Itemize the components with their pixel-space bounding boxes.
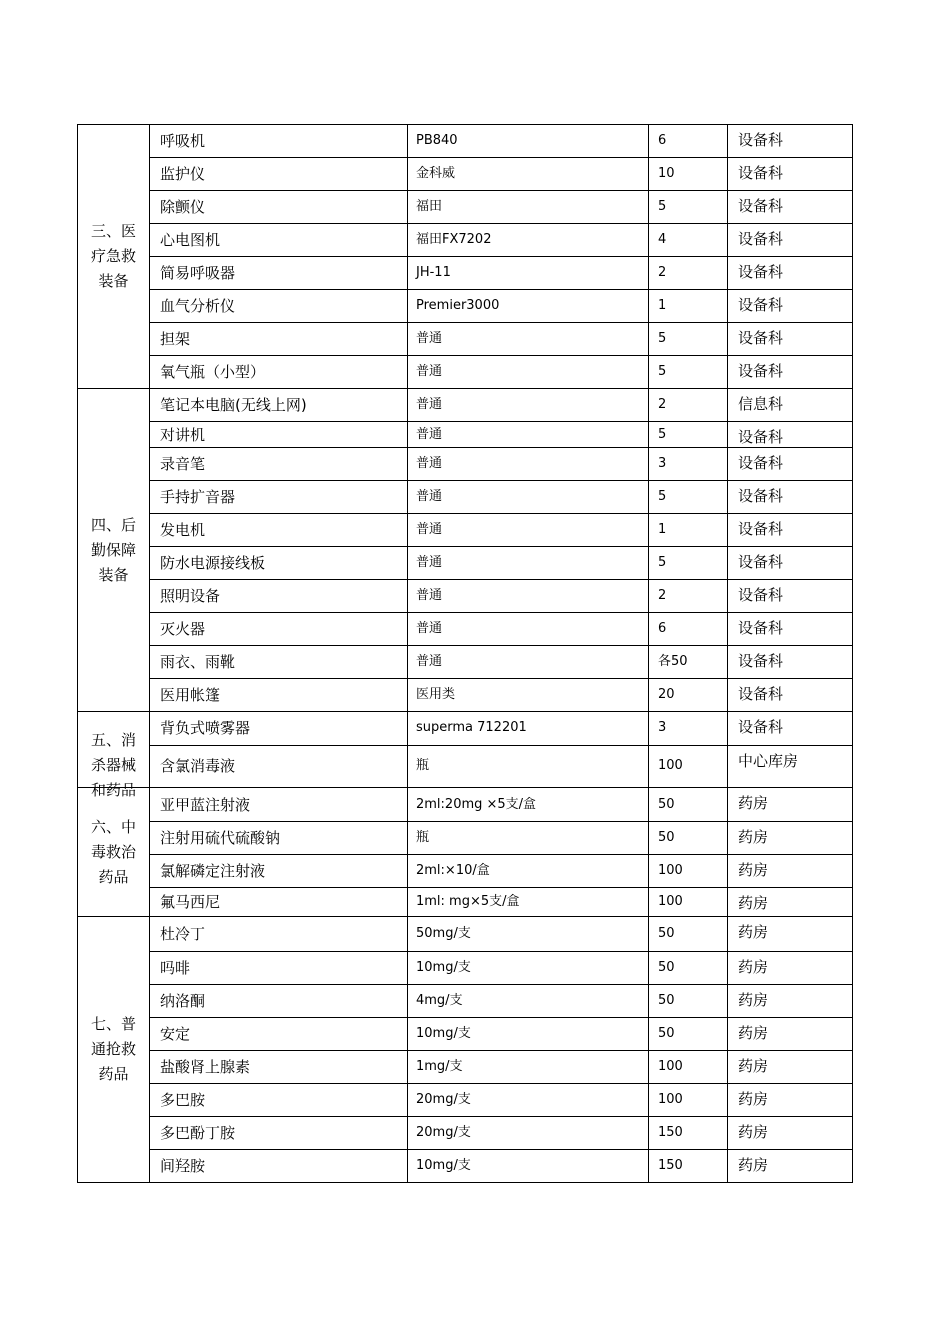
item-name: 呼吸机	[150, 125, 408, 158]
table-row	[78, 323, 853, 356]
item-spec: 普通	[408, 389, 649, 422]
item-department: 设备科	[728, 679, 853, 712]
item-department: 药房	[728, 1051, 853, 1084]
category-label: 三、医疗急救装备	[90, 222, 136, 290]
item-department: 药房	[728, 822, 853, 855]
item-spec: 1ml: mg×5支/盒	[408, 888, 649, 917]
item-name: 安定	[150, 1018, 408, 1051]
item-department: 设备科	[728, 712, 853, 746]
item-spec: 普通	[408, 646, 649, 679]
item-name: 亚甲蓝注射液	[150, 788, 408, 822]
item-quantity: 100	[649, 1084, 728, 1117]
table-row	[78, 952, 853, 985]
item-spec: 1mg/支	[408, 1051, 649, 1084]
table-row	[78, 481, 853, 514]
table-row	[78, 646, 853, 679]
item-quantity: 150	[649, 1150, 728, 1183]
item-department: 设备科	[728, 481, 853, 514]
item-quantity: 2	[649, 580, 728, 613]
item-quantity: 100	[649, 745, 728, 787]
item-spec: 2ml:20mg ×5支/盒	[408, 788, 649, 822]
category-label: 七、普通抢救药品	[90, 1015, 136, 1083]
item-name: 氟马西尼	[150, 888, 408, 917]
item-department: 设备科	[728, 514, 853, 547]
table-row	[78, 448, 853, 481]
item-spec: 金科威	[408, 158, 649, 191]
item-name: 间羟胺	[150, 1150, 408, 1183]
item-quantity: 3	[649, 448, 728, 481]
item-spec: 普通	[408, 422, 649, 448]
item-name: 灭火器	[150, 613, 408, 646]
category-cell	[78, 389, 150, 712]
item-department: 中心库房	[728, 745, 853, 787]
table-row	[78, 580, 853, 613]
category-cell	[78, 917, 150, 1183]
item-spec: 福田FX7202	[408, 224, 649, 257]
item-spec: 50mg/支	[408, 917, 649, 952]
item-name: 含氯消毒液	[150, 745, 408, 787]
item-department: 设备科	[728, 613, 853, 646]
item-spec: 20mg/支	[408, 1117, 649, 1150]
item-department: 信息科	[728, 389, 853, 422]
item-spec: 普通	[408, 514, 649, 547]
table-row	[78, 613, 853, 646]
item-quantity: 2	[649, 389, 728, 422]
item-name: 除颤仪	[150, 191, 408, 224]
item-spec: PB840	[408, 125, 649, 158]
table-row	[78, 389, 853, 422]
item-department: 药房	[728, 1150, 853, 1183]
item-spec: 10mg/支	[408, 1150, 649, 1183]
item-spec: Premier3000	[408, 290, 649, 323]
table-row	[78, 1117, 853, 1150]
item-quantity: 各50	[649, 646, 728, 679]
item-department: 设备科	[728, 448, 853, 481]
table-row	[78, 158, 853, 191]
item-name: 多巴酚丁胺	[150, 1117, 408, 1150]
category-label: 四、后勤保障装备	[90, 515, 136, 584]
item-department: 药房	[728, 788, 853, 822]
table-row	[78, 514, 853, 547]
item-name: 杜冷丁	[150, 917, 408, 952]
item-spec: 瓶	[408, 745, 649, 787]
table-row	[78, 257, 853, 290]
supplies-table	[77, 124, 853, 1183]
item-name: 盐酸肾上腺素	[150, 1051, 408, 1084]
item-spec: 20mg/支	[408, 1084, 649, 1117]
table-row	[78, 712, 853, 746]
item-department: 设备科	[728, 356, 853, 389]
item-spec: superma 712201	[408, 712, 649, 746]
item-quantity: 6	[649, 613, 728, 646]
item-spec: 普通	[408, 547, 649, 580]
item-department: 药房	[728, 952, 853, 985]
item-name: 医用帐篷	[150, 679, 408, 712]
item-quantity: 4	[649, 224, 728, 257]
item-name: 吗啡	[150, 952, 408, 985]
item-department: 设备科	[728, 547, 853, 580]
item-spec: 普通	[408, 481, 649, 514]
item-spec: 2ml:×10/盒	[408, 855, 649, 888]
table-row	[78, 822, 853, 855]
category-label: 五、消杀器械和药品	[90, 731, 136, 799]
category-label: 六、中毒救治药品	[90, 817, 136, 886]
item-name: 防水电源接线板	[150, 547, 408, 580]
item-spec: 福田	[408, 191, 649, 224]
item-quantity: 5	[649, 191, 728, 224]
item-name: 注射用硫代硫酸钠	[150, 822, 408, 855]
item-name: 心电图机	[150, 224, 408, 257]
item-quantity: 5	[649, 481, 728, 514]
item-spec: 10mg/支	[408, 1018, 649, 1051]
item-spec: JH-11	[408, 257, 649, 290]
item-quantity: 5	[649, 547, 728, 580]
item-quantity: 5	[649, 323, 728, 356]
item-spec: 普通	[408, 613, 649, 646]
item-name: 氯解磷定注射液	[150, 855, 408, 888]
item-quantity: 50	[649, 952, 728, 985]
item-quantity: 100	[649, 1051, 728, 1084]
table-row	[78, 1084, 853, 1117]
item-quantity: 100	[649, 855, 728, 888]
table-row	[78, 290, 853, 323]
item-spec: 10mg/支	[408, 952, 649, 985]
item-name: 对讲机	[150, 422, 408, 448]
item-quantity: 1	[649, 514, 728, 547]
item-quantity: 100	[649, 888, 728, 917]
table-row	[78, 855, 853, 888]
item-department: 药房	[728, 985, 853, 1018]
item-quantity: 20	[649, 679, 728, 712]
item-name: 多巴胺	[150, 1084, 408, 1117]
item-quantity: 6	[649, 125, 728, 158]
item-quantity: 3	[649, 712, 728, 746]
item-department: 药房	[728, 855, 853, 888]
item-spec: 普通	[408, 448, 649, 481]
item-quantity: 50	[649, 1018, 728, 1051]
table-row	[78, 745, 853, 787]
category-cell	[78, 125, 150, 389]
item-department: 设备科	[728, 224, 853, 257]
item-name: 手持扩音器	[150, 481, 408, 514]
item-department: 设备科	[728, 290, 853, 323]
table-row	[78, 356, 853, 389]
item-quantity: 150	[649, 1117, 728, 1150]
item-department: 药房	[728, 888, 853, 917]
item-name: 背负式喷雾器	[150, 712, 408, 746]
item-department: 药房	[728, 917, 853, 952]
item-quantity: 50	[649, 822, 728, 855]
table-row	[78, 1018, 853, 1051]
item-department: 设备科	[728, 158, 853, 191]
item-quantity: 5	[649, 422, 728, 448]
table-row	[78, 422, 853, 448]
table-row	[78, 788, 853, 822]
item-name: 担架	[150, 323, 408, 356]
category-cell	[78, 788, 150, 917]
item-department: 设备科	[728, 191, 853, 224]
item-spec: 4mg/支	[408, 985, 649, 1018]
table-row	[78, 547, 853, 580]
item-name: 笔记本电脑(无线上网)	[150, 389, 408, 422]
item-name: 监护仪	[150, 158, 408, 191]
table-row	[78, 191, 853, 224]
item-department: 设备科	[728, 580, 853, 613]
table-row	[78, 1150, 853, 1183]
item-quantity: 2	[649, 257, 728, 290]
item-spec: 普通	[408, 580, 649, 613]
table-row	[78, 1051, 853, 1084]
item-name: 照明设备	[150, 580, 408, 613]
item-name: 简易呼吸器	[150, 257, 408, 290]
item-department: 药房	[728, 1018, 853, 1051]
table-row	[78, 888, 853, 917]
item-department: 设备科	[728, 125, 853, 158]
item-quantity: 10	[649, 158, 728, 191]
item-name: 氧气瓶（小型）	[150, 356, 408, 389]
item-department: 设备科	[728, 422, 853, 448]
item-quantity: 50	[649, 788, 728, 822]
item-name: 雨衣、雨靴	[150, 646, 408, 679]
table-row	[78, 985, 853, 1018]
item-department: 设备科	[728, 323, 853, 356]
item-name: 血气分析仪	[150, 290, 408, 323]
item-quantity: 5	[649, 356, 728, 389]
item-name: 纳洛酮	[150, 985, 408, 1018]
item-department: 设备科	[728, 257, 853, 290]
table-row	[78, 125, 853, 158]
item-department: 药房	[728, 1084, 853, 1117]
item-department: 药房	[728, 1117, 853, 1150]
category-cell	[78, 712, 150, 799]
table-row	[78, 917, 853, 952]
table-row	[78, 224, 853, 257]
item-spec: 普通	[408, 323, 649, 356]
item-quantity: 1	[649, 290, 728, 323]
item-spec: 普通	[408, 356, 649, 389]
item-quantity: 50	[649, 917, 728, 952]
item-name: 发电机	[150, 514, 408, 547]
item-name: 录音笔	[150, 448, 408, 481]
item-spec: 医用类	[408, 679, 649, 712]
table-row	[78, 679, 853, 712]
item-spec: 瓶	[408, 822, 649, 855]
item-department: 设备科	[728, 646, 853, 679]
item-quantity: 50	[649, 985, 728, 1018]
